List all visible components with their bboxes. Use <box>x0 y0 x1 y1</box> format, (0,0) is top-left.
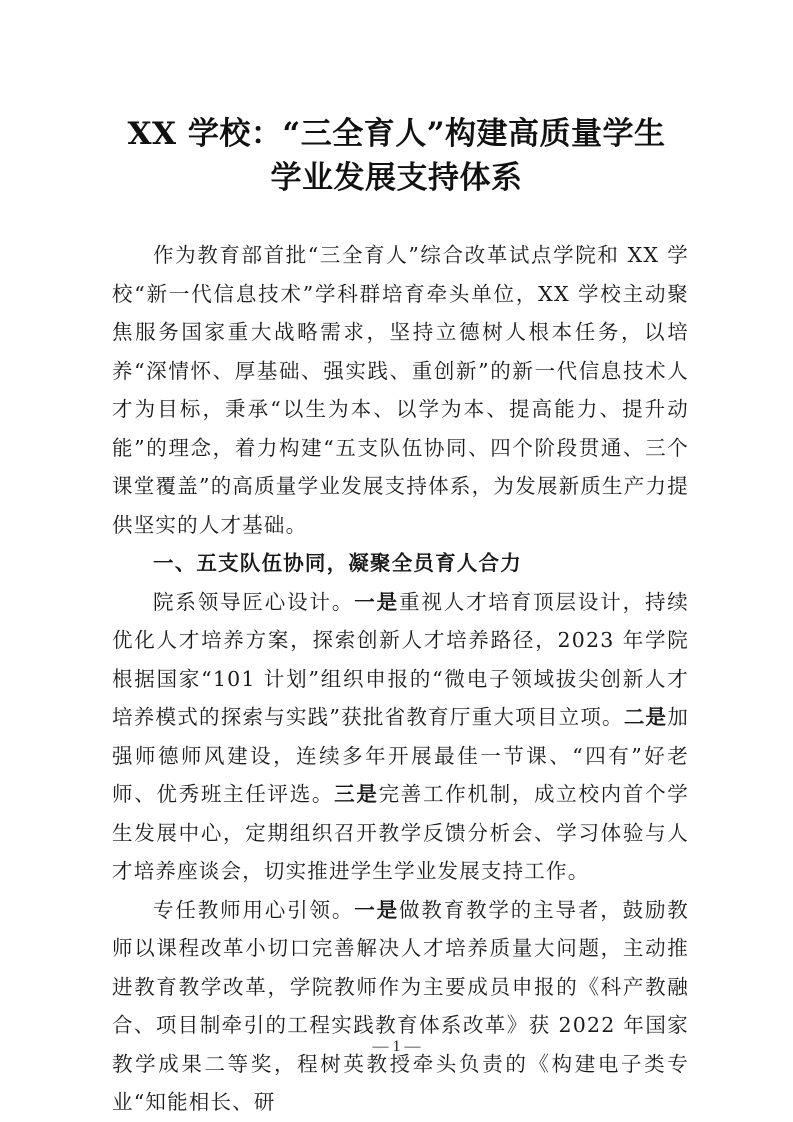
point-text-1: 重视人才培育顶层设计，持续优化人才培养方案，探索创新人才培养路径，2023 年学院根据国家“101 计划”组织申报的“微电子领域拔尖创新人才培养模式的探索与实践”获批省教育厅重大项目立项。 <box>112 589 689 729</box>
point-label-1: 一是 <box>354 897 399 922</box>
point-text-3: 完善工作机制，成立校内首个学生发展中心，定期组织召开教学反馈分析会、学习体验与人才培养座谈会，切实推进学生学业发展支持工作。 <box>112 782 690 883</box>
point-label-1: 一是 <box>354 589 399 614</box>
point-label-3: 三是 <box>334 782 379 806</box>
page-number: — 1 — <box>372 1038 421 1055</box>
point-text-1: 做教育教学的主导者，鼓励教师以课程改革小切口完善解决人才培养质量大问题，主动推进教育教学改革，学院教师作为主要成员申报的《科产教融合、项目制牵引的工程实践教育体系改革》获 2022 年国家教学成果二等奖，程树英教授牵头负责的《构建电子类专业“知能相长、研 <box>112 897 689 1114</box>
title-line-1: XX 学校：“三全育人”构建高质量学生 <box>127 116 666 152</box>
document-title <box>100 112 693 200</box>
document-body <box>112 236 689 1122</box>
intro-paragraph: 作为教育部首批“三全育人”综合改革试点学院和 XX 学校“新一代信息技术”学科群培育牵头单位，XX 学校主动聚焦服务国家重大战略需求，坚持立德树人根本任务，以培养“深情怀、厚基础、强实践、重创新”的新一代信息技术人才为目标，秉承“以生为本、以学为本、提高能力、提升动能”的理念，着力构建“五支队伍协同、四个阶段贯通、三个课堂覆盖”的高质量学业发展支持体系，为发展新质生产力提供坚实的人才基础。 <box>112 243 689 537</box>
title-line-2: 学业发展支持体系 <box>270 160 523 196</box>
point-text-2: 加强师德师风建设，连续多年开展最佳一节课、“四有”好老师、优秀班主任评选。 <box>112 705 690 806</box>
paragraph-lead: 专任教师用心引领。 <box>153 897 355 922</box>
section-heading-1: 一、五支队伍协同，凝聚全员育人合力 <box>153 551 522 575</box>
paragraph-leadership <box>112 583 689 891</box>
paragraph-teachers <box>112 891 689 1122</box>
point-label-2: 二是 <box>623 705 668 729</box>
paragraph-lead: 院系领导匠心设计。 <box>153 589 355 614</box>
